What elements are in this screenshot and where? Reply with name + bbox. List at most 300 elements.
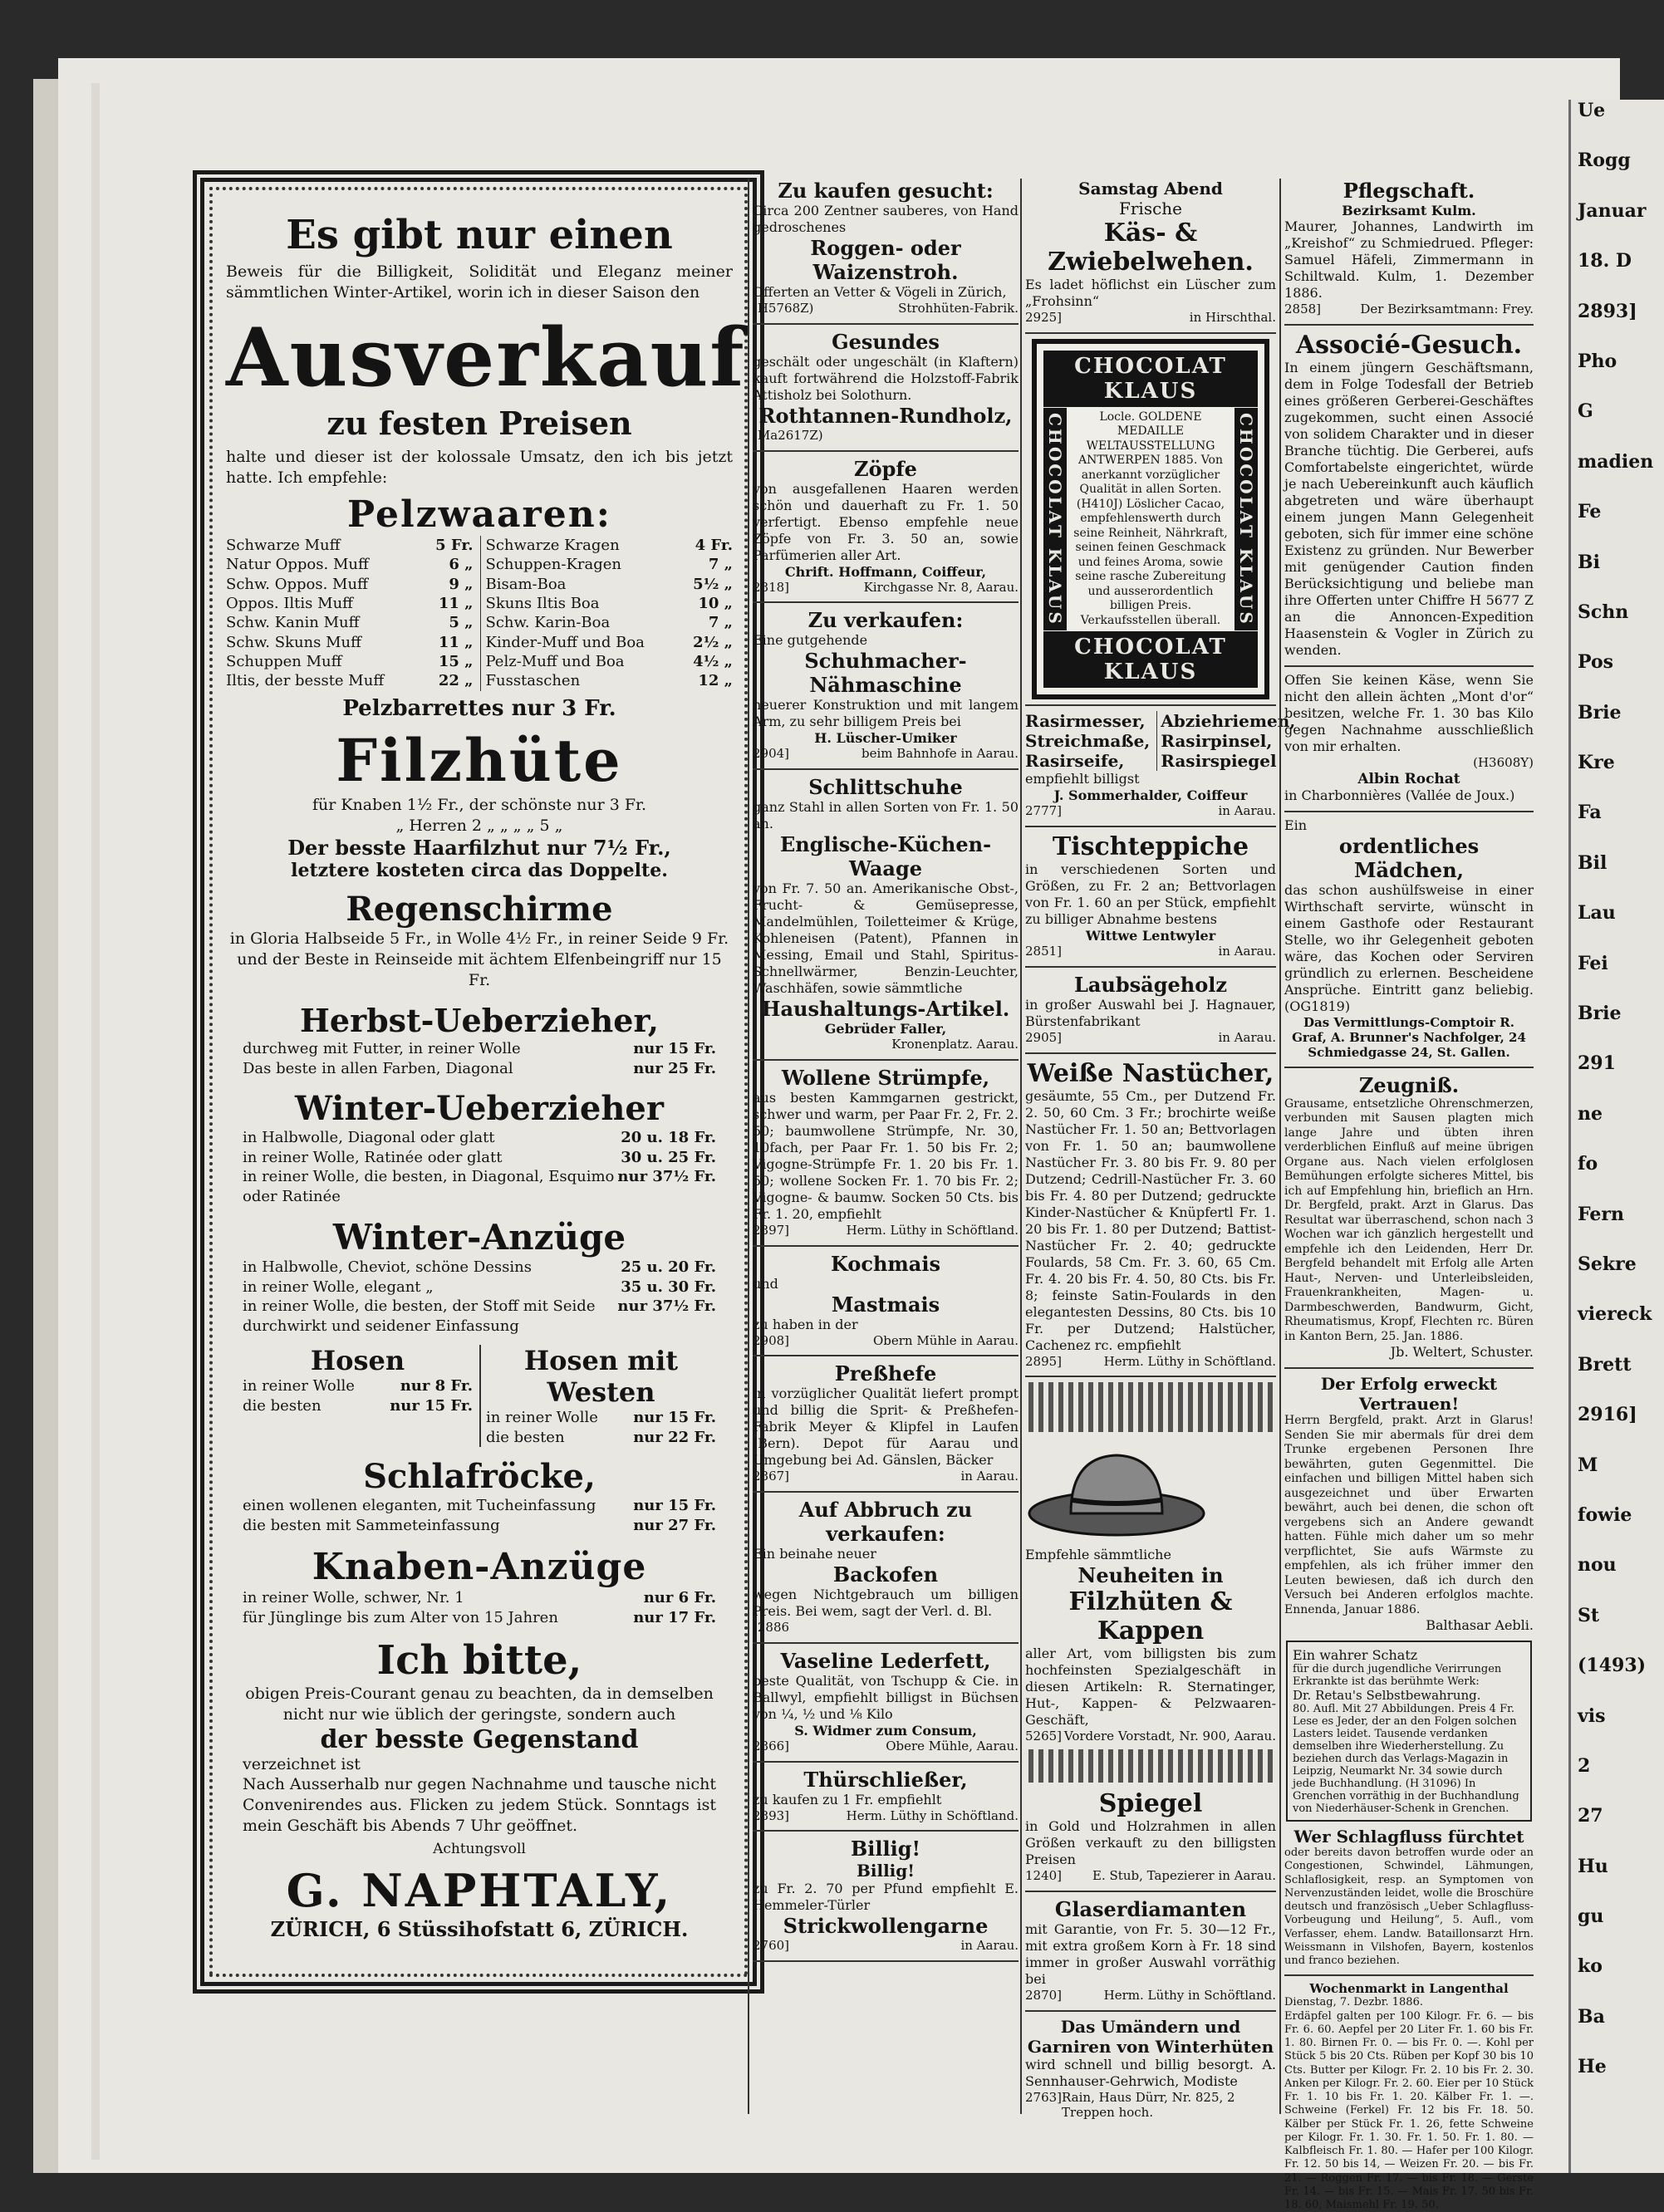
firm-name: G. NAPHTALY, (226, 1864, 733, 1917)
divider (753, 1245, 1019, 1247)
price-value: nur 17 Fr. (633, 1608, 716, 1628)
pelz-title: Pelzwaaren: (226, 493, 733, 536)
schlag-body: oder bereits davon betroffen wurde oder an Congestionen, Schwindel, Lähmungen, Schlaflosigkeit, resp. an Symptomen von Nervenzuständen leidet, wolle die Broschüre deutsch und französisch „Ueber Schlagfluss-Vorbeugung und Heilung“, 5. Aufl., vom Verfasser, ehem. Landw. Bataillonsarzt Hrn. Weissmann in Vilshofen, Bayern, kostenlos und franco beziehen. (1284, 1847, 1534, 1968)
page-fold (91, 83, 100, 2160)
ad-body2: Offerten an Vetter & Vögeli in Zürich, (753, 284, 1019, 301)
ad-wochenmarkt (1284, 1981, 1534, 2212)
chocolat-klaus-ad (1032, 339, 1269, 700)
price-value: nur 15 Fr. (390, 1396, 473, 1416)
classified-ad (753, 775, 1019, 1052)
price-row (243, 1148, 716, 1168)
glaser-title: Glaserdiamanten (1025, 1897, 1276, 1921)
ad-footer (753, 1620, 1019, 1636)
price-row (243, 1128, 716, 1148)
nast-title: Weiße Nastücher, (1025, 1059, 1276, 1088)
adjacent-page-fragment: Fei (1571, 953, 1664, 974)
price-row (486, 633, 734, 652)
adjacent-page-fragment: madien (1571, 451, 1664, 473)
classified-ad (753, 457, 1019, 596)
price-row (243, 1376, 473, 1396)
bitte-text: obigen Preis-Courant genau zu beachten, da in demselben nicht nur wie üblich der geringste, sondern auch (226, 1684, 733, 1724)
samstag-main: Käs- & Zwiebelwehen. (1025, 218, 1276, 277)
divider (753, 1491, 1019, 1493)
price-value: 10 „ (698, 594, 733, 613)
maed-sign: Das Vermittlungs-Comptoir R. Graf, A. Brunner's Nachfolger, 24 Schmiedgasse 24, St. Gallen. (1284, 1015, 1534, 1060)
winterhut-title: Das Umändern und Garniren von Winterhüten (1025, 2017, 1276, 2057)
hosen-col (243, 1345, 473, 1448)
laub-title: Laubsägeholz (1025, 973, 1276, 997)
adjacent-page-fragment: Kre (1571, 752, 1664, 773)
price-row (486, 652, 734, 671)
price-value: nur 8 Fr. (400, 1376, 473, 1396)
ad-body: in vorzüglicher Qualität liefert prompt und billig die Sprit- & Preßhefen-Fabrik Meyer & Klipfel in Laufen (Bern). Depot für Aarau und Umgebung bei Ad. Gänslen, Bäcker (753, 1386, 1019, 1469)
adjacent-page-fragment: Pho (1571, 351, 1664, 372)
samstag-body: Es ladet höflichst ein Lüscher zum „Frohsinn“ (1025, 277, 1276, 310)
adjacent-page-fragment: nou (1571, 1554, 1664, 1576)
adjacent-page-fragment: fowie (1571, 1504, 1664, 1526)
hut-title: Neuheiten in (1025, 1563, 1276, 1587)
price-row (243, 1059, 716, 1079)
ad-title: Zu kaufen gesucht: (753, 179, 1019, 203)
schlaf-price-list (226, 1496, 733, 1536)
ad-sub: Englische-Küchen-Waage (753, 832, 1019, 880)
price-item: in reiner Wolle, die besten, in Diagonal, Esquimo oder Ratinée (243, 1167, 617, 1207)
ad-sub: Strickwollengarne (753, 1914, 1019, 1938)
filz-title: Filzhüte (226, 726, 733, 795)
price-item: Bisam-Boa (486, 575, 567, 594)
ad-tail: Herm. Lüthy in Schöftland. (847, 1808, 1019, 1824)
ad-title: Wollene Strümpfe, (753, 1066, 1019, 1090)
samstag-title: Samstag Abend (1025, 179, 1276, 199)
rasir-code: 2777] (1025, 803, 1062, 819)
teppich-title: Tischteppiche (1025, 832, 1276, 861)
adjacent-page-fragment: 2 (1571, 1755, 1664, 1777)
choc-band-bottom: CHOCOLAT KLAUS (1043, 631, 1258, 688)
price-item: die besten (486, 1428, 565, 1448)
ad-intro2: halte und dieser ist der kolossale Umsatz, den ich bis jetzt hatte. Ich empfehle: (226, 447, 733, 488)
ad-nastuecher (1025, 1059, 1276, 1370)
divider (1284, 1367, 1534, 1369)
ad-sub: Backofen (753, 1562, 1019, 1587)
ad-code: 2908] (753, 1333, 789, 1349)
adjacent-page-fragment: Januar (1571, 200, 1664, 222)
classified-ad (753, 1837, 1019, 1954)
herbst-price-list (226, 1039, 733, 1079)
choc-middle (1043, 407, 1258, 632)
ad-hut (1025, 1382, 1276, 1783)
adjacent-page-fragment: 291 (1571, 1052, 1664, 1074)
ad-tail: beim Bahnhofe in Aarau. (861, 746, 1019, 762)
price-value: 12 „ (698, 671, 733, 690)
ad-footer (753, 1469, 1019, 1484)
ad-code: (Ma2617Z) (753, 428, 823, 444)
gegenstand: der besste Gegenstand (226, 1725, 733, 1754)
ad-schlagfluss (1284, 1827, 1534, 1968)
price-item: Das beste in allen Farben, Diagonal (243, 1059, 513, 1079)
ad-body2: neuerer Konstruktion und mit langem Arm, zu sehr billigem Preis bei (753, 697, 1019, 730)
price-item: Iltis, der besste Muff (226, 671, 384, 690)
price-value: 7 „ (709, 613, 733, 632)
price-row (243, 1278, 716, 1297)
divider (1025, 1052, 1276, 1054)
ad-tail: Strohhüten-Fabrik. (898, 301, 1019, 316)
teppich-code: 2851] (1025, 944, 1062, 959)
price-value: 5 Fr. (435, 536, 473, 555)
pfleg-sign: Der Bezirksamtmann: Frey. (1360, 302, 1534, 317)
herbst-title: Herbst-Ueberzieher, (226, 1002, 733, 1039)
ad-code: 2867] (753, 1469, 789, 1484)
divider (1025, 826, 1276, 827)
price-value: nur 27 Fr. (633, 1516, 716, 1536)
ad-tail: Kronenplatz. Aarau. (891, 1037, 1019, 1052)
price-row (226, 633, 474, 652)
price-value: 5 „ (449, 613, 473, 632)
ad-title: Gesundes (753, 330, 1019, 354)
ad-tail: Herm. Lüthy in Schöftland. (847, 1223, 1019, 1238)
ad-body: Circa 200 Zentner sauberes, von Hand gedroschenes (753, 203, 1019, 236)
ad-body2: wegen Nichtgebrauch um billigen Preis. Bei wem, sagt der Verl. d. Bl. (753, 1587, 1019, 1620)
winterhut-code: 2763] (1025, 2090, 1062, 2121)
ad-footer (753, 301, 1019, 316)
markt-date: Dienstag, 7. Dezbr. 1886. (1284, 1996, 1534, 2009)
spiegel-title: Spiegel (1025, 1789, 1276, 1818)
classified-ad (753, 330, 1019, 444)
erf-sign: Balthasar Aebli. (1284, 1617, 1534, 1634)
adjacent-page-fragment: viereck (1571, 1303, 1664, 1325)
price-item: Schwarze Kragen (486, 536, 620, 555)
ornament-pattern (1028, 1382, 1273, 1432)
price-value: nur 37½ Fr. (617, 1167, 716, 1207)
column-c (1020, 179, 1276, 2114)
divider (1025, 2010, 1276, 2012)
column-d (1279, 179, 1534, 2114)
adjacent-page-fragment: 27 (1571, 1805, 1664, 1827)
price-item: in Halbwolle, Diagonal oder glatt (243, 1128, 495, 1148)
price-value: nur 15 Fr. (633, 1496, 716, 1516)
price-item: in reiner Wolle (486, 1408, 598, 1428)
filz-line1: für Knaben 1½ Fr., der schönste nur 3 Fr. (226, 795, 733, 816)
ad-montdor (1284, 672, 1534, 804)
ad-footer (753, 1223, 1019, 1238)
price-value: 30 u. 25 Fr. (621, 1148, 716, 1168)
adjacent-page-fragment: Fa (1571, 802, 1664, 823)
erf-body: Herrn Bergfeld, prakt. Arzt in Glarus! Senden Sie mir abermals für drei dem Trunke ergebenen Personen Ihre bewährten, guten Gegenmittel. Die einfachen und billigen Mittel haben sich ausgezeichnet und über Erwarten bewährt, auch bei denen, die schon oft vergebens sich an Andere gewandt hatten. Fühle mich daher um so mehr verpflichtet, Sie aufs Wärmste zu empfehlen, als ich früher immer den Leuten bewiesen, daß ich durch den Versuch bei Anderen erfolglos machte. Ennenda, Januar 1886. (1284, 1414, 1534, 1617)
price-value: 6 „ (449, 555, 473, 574)
spiegel-code: 1240] (1025, 1868, 1062, 1884)
price-value: nur 22 Fr. (633, 1428, 716, 1448)
schatz-book: Dr. Retau's Selbstbewahrung. (1293, 1688, 1525, 1703)
teppich-body: in verschiedenen Sorten und Größen, zu Fr. 2 an; Bettvorlagen von Fr. 1. 60 an per Stück, empfiehlt zu billiger Abnahme bestens (1025, 861, 1276, 928)
divider (753, 1830, 1019, 1832)
price-row (486, 575, 734, 594)
ad-schatz (1286, 1641, 1532, 1822)
price-item: Fusstaschen (486, 671, 581, 690)
price-value: 2½ „ (693, 633, 733, 652)
adjacent-page-fragment: Fe (1571, 501, 1664, 522)
price-item: in reiner Wolle (243, 1376, 355, 1396)
ad-body2: von Fr. 7. 50 an. Amerikanische Obst-, Frucht- & Gemüsepresse, Mandelmühlen, Toiletteimer & Krüge, Kohleneisen (Patent), Pfannen in Messing, Email und Stahl, Spiritus-Schnellwärmer, Benzin-Leuchter, Waschhäfen, sowie sämmtliche (753, 880, 1019, 997)
adjacent-page-fragment: Brett (1571, 1354, 1664, 1376)
adjacent-page-fragment: Hu (1571, 1856, 1664, 1877)
ad-title2: Billig! (753, 1861, 1019, 1881)
hosenw-title: Hosen mit Westen (486, 1345, 716, 1408)
ad-tail: Obere Mühle, Aarau. (886, 1739, 1019, 1754)
rasir-left: Rasirmesser, Streichmaße, Rasirseife, (1025, 711, 1150, 771)
price-row (243, 1258, 716, 1278)
hat-illustration (1025, 1440, 1208, 1540)
adjacent-page-fragment: Bil (1571, 852, 1664, 874)
pelz-right-list (480, 536, 734, 691)
price-item: in Halbwolle, Cheviot, schöne Dessins (243, 1258, 532, 1278)
ad-pflegschaft (1284, 179, 1534, 317)
firm-address: ZÜRICH, 6 Stüssihofstatt 6, ZÜRICH. (226, 1917, 733, 1941)
schlag-title: Wer Schlagfluss fürchtet (1284, 1827, 1534, 1847)
anzuege-price-list (226, 1258, 733, 1337)
adjacent-page-fragment: He (1571, 2056, 1664, 2077)
price-row (226, 613, 474, 632)
adjacent-page-fragment: ne (1571, 1103, 1664, 1125)
rasir-cols (1025, 711, 1276, 771)
price-item: Kinder-Muff und Boa (486, 633, 645, 652)
price-item: Schwarze Muff (226, 536, 340, 555)
zeug-sign: Jb. Weltert, Schuster. (1284, 1344, 1534, 1361)
choc-body: Locle. GOLDENE MEDAILLE WELTAUSSTELLUNG ANTWERPEN 1885. Von anerkannt vorzüglicher Qualität in allen Sorten. (H410J) Löslicher Cacao, empfehlenswerth durch seine Reinheit, Nährkraft, seinen feinen Geschmack und feines Aroma, sowie seine rasche Zubereitung und ausserordentlich billigen Preis. Verkaufsstellen überall. (1067, 407, 1235, 632)
schlaf-title: Schlafröcke, (226, 1457, 733, 1496)
price-item: in reiner Wolle, die besten, der Stoff mit Seide durchwirkt und seidener Einfassung (243, 1297, 617, 1337)
ad-title: Ausverkauf (226, 311, 733, 405)
zeug-title: Zeugniß. (1284, 1073, 1534, 1097)
mont-body: Offen Sie keinen Käse, wenn Sie nicht den allein ächten „Mont d'or“ besitzen, welche Fr. 1. 30 bas Kilo gegen Nachnahme ausschließlich von mir erhalten. (1284, 672, 1534, 755)
price-row (486, 671, 734, 690)
ad-body: geschält oder ungeschält (in Klaftern) kauft fortwährend die Holzstoff-Fabrik Attisholz bei Solothurn. (753, 354, 1019, 404)
classified-ad (753, 608, 1019, 762)
ad-code: 2897] (753, 1223, 789, 1238)
mont-tail: in Charbonnières (Vallée de Joux.) (1284, 787, 1534, 804)
regen-title: Regenschirme (226, 890, 733, 929)
price-item: Schuppen-Kragen (486, 555, 622, 574)
price-row (486, 1428, 716, 1448)
price-value: nur 15 Fr. (633, 1408, 716, 1428)
ad-footer (753, 1037, 1019, 1052)
schatz-body: für die durch jugendliche Verirrungen Erkrankte ist das berühmte Werk: (1293, 1663, 1525, 1688)
ad-code: 2760] (753, 1938, 789, 1954)
adjacent-page-fragment: G (1571, 400, 1664, 422)
hut-tail: Vordere Vorstadt, Nr. 900, Aarau. (1064, 1729, 1276, 1744)
ad-title: Zu verkaufen: (753, 608, 1019, 632)
ad-sub: Mastmais (753, 1292, 1019, 1317)
ad-tail: Obern Mühle in Aarau. (873, 1333, 1019, 1349)
price-row (243, 1297, 716, 1337)
laub-body: in großer Auswahl bei J. Hagnauer, Bürstenfabrikant (1025, 997, 1276, 1030)
markt-title: Wochenmarkt in Langenthal (1284, 1981, 1534, 1996)
ad-rasir (1025, 711, 1276, 819)
price-value: 15 „ (439, 652, 474, 671)
assoc-title: Associé-Gesuch. (1284, 331, 1534, 360)
price-row (226, 555, 474, 574)
ad-tail: in Aarau. (960, 1469, 1019, 1484)
classified-ad (753, 1498, 1019, 1636)
ad-footer (753, 428, 1019, 444)
adjacent-page-fragment: Fern (1571, 1204, 1664, 1225)
price-value: 11 „ (439, 633, 474, 652)
adjacent-page-fragment: Schn (1571, 601, 1664, 623)
adjacent-page-fragment: 2893] (1571, 301, 1664, 322)
laub-tail: in Aarau. (1218, 1030, 1276, 1046)
divider (753, 1059, 1019, 1061)
adjacent-page-fragment: gu (1571, 1905, 1664, 1927)
adjacent-page-fragment: 2916] (1571, 1404, 1664, 1425)
divider (753, 1761, 1019, 1763)
ad-body: beste Qualität, von Tschupp & Cie. in Ballwyl, empfiehlt billigst in Büchsen von ¼, ½ und ⅛ Kilo (753, 1673, 1019, 1723)
price-item: in reiner Wolle, elegant „ (243, 1278, 434, 1297)
ad-body: und (753, 1276, 1019, 1292)
price-row (243, 1588, 716, 1608)
divider (1025, 332, 1276, 334)
glaser-tail: Herm. Lüthy in Schöftland. (1104, 1988, 1276, 2004)
ad-title: Schlittschuhe (753, 775, 1019, 799)
ad-winterhut (1025, 2017, 1276, 2121)
ad-title: Thürschließer, (753, 1768, 1019, 1792)
winterhut-tail: Rain, Haus Dürr, Nr. 825, 2 Treppen hoch. (1062, 2090, 1276, 2121)
price-item: durchweg mit Futter, in reiner Wolle (243, 1039, 521, 1059)
ad-title: Preßhefe (753, 1361, 1019, 1386)
ad-sign: Chrift. Hoffmann, Coiffeur, (753, 564, 1019, 580)
ad-body2: zu haben in der (753, 1317, 1019, 1333)
divider (1025, 1891, 1276, 1892)
divider (753, 768, 1019, 770)
verzeichnet: verzeichnet ist (226, 1754, 733, 1775)
ad-intro: Beweis für die Billigkeit, Solidität und Eleganz meiner sämmtlichen Winter-Artikel, worin ich in dieser Saison den (226, 262, 733, 302)
adjacent-page-strip (1568, 100, 1664, 2173)
price-item: die besten mit Sammeteinfassung (243, 1516, 500, 1536)
ad-sign: S. Widmer zum Consum, (753, 1723, 1019, 1739)
price-value: 5½ „ (693, 575, 733, 594)
ad-body: zu kaufen zu 1 Fr. empfiehlt (753, 1792, 1019, 1808)
price-row (243, 1608, 716, 1628)
price-row (243, 1396, 473, 1416)
ad-title: Auf Abbruch zu verkaufen: (753, 1498, 1019, 1546)
naphtaly-ad (226, 179, 733, 1973)
ad-code: 2866] (753, 1739, 789, 1754)
price-item: Oppos. Iltis Muff (226, 594, 353, 613)
ad-body: von ausgefallenen Haaren werden schön und dauerhaft zu Fr. 1. 50 verfertigt. Ebenso empfehle neue Zöpfe von Fr. 3. 50 an, sowie Parfümerien aller Art. (753, 481, 1019, 564)
divider (753, 1355, 1019, 1356)
rasir-sign: J. Sommerhalder, Coiffeur (1025, 787, 1276, 803)
price-row (486, 613, 734, 632)
nast-code: 2895] (1025, 1354, 1062, 1370)
filz-line2: „ Herren 2 „ „ „ „ 5 „ (226, 816, 733, 836)
anzuege-title: Winter-Anzüge (226, 1217, 733, 1258)
assoc-body: In einem jüngern Geschäftsmann, dem in Folge Todesfall der Betrieb eines größeren Gerberei-Geschäftes zugekommen, sucht einen Associé von solidem Charakter und in dieser Branche tüchtig. Die Gerberei, aufs Comfortabelste eingerichtet, würde je nach Uebereinkunft auch käuflich abgetreten und wäre überhaupt einem jungen Mann Gelegenheit geboten, sich für immer eine schöne Existenz zu gründen. Nur Bewerber mit genügender Caution finden Berücksichtigung und beliebe man ihre Offerten unter Chiffre H 5677 Z an die Annoncen-Expedition Haasenstein & Vogler in Zürich zu wenden. (1284, 360, 1534, 659)
adjacent-page-fragment: ko (1571, 1955, 1664, 1977)
classified-ad (753, 1252, 1019, 1349)
price-row (226, 594, 474, 613)
adjacent-page-fragment: Brie (1571, 702, 1664, 723)
schatz-body2: 80. Aufl. Mit 27 Abbildungen. Preis 4 Fr. Lese es Jeder, der an den Folgen solchen Lasters leidet. Tausende verdanken demselben ihre Wiederherstellung. Zu beziehen durch das Verlags-Magazin in Leipzig, Neumarkt Nr. 34 sowie durch jede Buchhandlung. (H 31096) In Grenchen vorräthig in der Buchhandlung von Niederhäuser-Schenk in Grenchen. (1293, 1703, 1525, 1815)
choc-vert-left: CHOCOLAT KLAUS (1043, 408, 1067, 631)
price-item: einen wollenen eleganten, mit Tucheinfassung (243, 1496, 596, 1516)
adjacent-page-fragment: fo (1571, 1153, 1664, 1175)
price-value: 20 u. 18 Fr. (621, 1128, 716, 1148)
ad-maedchen (1284, 817, 1534, 1060)
hut-body: aller Art, vom billigsten bis zum hochfeinsten Spezialgeschäft in diesen Artikeln: R. Sternatinger, Hut-, Kappen- & Pelzwaaren-Geschäft, (1025, 1646, 1276, 1729)
pfleg-sub: Bezirksamt Kulm. (1284, 203, 1534, 218)
price-row (243, 1039, 716, 1059)
ad-glaser (1025, 1897, 1276, 2004)
spiegel-body: in Gold und Holzrahmen in allen Größen verkauft zu den billigsten Preisen (1025, 1818, 1276, 1868)
pfleg-code: 2858] (1284, 302, 1321, 317)
divider (753, 323, 1019, 325)
adjacent-page-fragment: Pos (1571, 651, 1664, 673)
ad-subtitle: zu festen Preisen (226, 405, 733, 442)
price-row (243, 1496, 716, 1516)
price-value: 22 „ (439, 671, 474, 690)
regen-text: in Gloria Halbseide 5 Fr., in Wolle 4½ Fr., in reiner Seide 9 Fr. und der Beste in Reinseide mit ächtem Elfenbeingriff nur 15 Fr. (226, 929, 733, 990)
ad-code: 2893] (753, 1808, 789, 1824)
divider (1025, 966, 1276, 968)
achtung: Achtungsvoll (226, 1841, 733, 1859)
maed-body: das schon aushülfsweise in einer Wirthschaft servirte, wünscht in einem Gasthofe oder Restaurant Stelle, wo ihr Gelegenheit geboten wäre, das Kochen oder Serviren gründlich zu erlernen. Bescheidene Ansprüche. Eintritt ganz beliebig. (OG1819) (1284, 882, 1534, 1015)
price-row (226, 536, 474, 555)
ad-tail: in Aarau. (960, 1938, 1019, 1954)
divider (1284, 665, 1534, 667)
rasir-tail: in Aarau. (1218, 803, 1276, 819)
adjacent-page-fragment: Rogg (1571, 150, 1664, 171)
ad-title: Kochmais (753, 1252, 1019, 1276)
winter-price-list (226, 1128, 733, 1207)
divider (1284, 1974, 1534, 1976)
adjacent-page-fragment: Sekre (1571, 1253, 1664, 1275)
divider (753, 450, 1019, 452)
mont-code: (H3608Y) (1473, 755, 1534, 771)
nast-tail: Herm. Lüthy in Schöftland. (1104, 1354, 1276, 1370)
price-value: 4 Fr. (695, 536, 733, 555)
ad-erfolg (1284, 1374, 1534, 1634)
glaser-code: 2870] (1025, 1988, 1062, 2004)
ad-body: ganz Stahl in allen Sorten von Fr. 1. 50 an. (753, 799, 1019, 832)
ad-footer (753, 1739, 1019, 1754)
ad-title: Zöpfe (753, 457, 1019, 481)
nast-body: gesäumte, 55 Cm., per Dutzend Fr. 2. 50, 60 Cm. 3 Fr.; brochirte weiße Nastücher Fr. 1. 50 an; Bettvorlagen von Fr. 1. 50 an; baumwollene Nastücher Fr. 3. 80 bis Fr. 9. 80 per Dutzend; Cedrill-Nastücher Fr. 3. 60 bis Fr. 4. 80 per Dutzend; gedruckte Kinder-Nastücher & Knüpfertl Fr. 1. 20 bis Fr. 1. 80 per Dutzend; Battist-Nastücher Fr. 2. 40; gedruckte Foulards, 58 Cm. Fr. 3. 60, 65 Cm. Fr. 4. 20 bis Fr. 4. 50, 80 Cts. bis Fr. 8; feinste Satin-Foulards in den elegantesten Dessins, 80 Cts. bis 10 Fr. per Dutzend; Halstücher, Cachenez rc. empfiehlt (1025, 1088, 1276, 1354)
adjacent-page-fragment: Ba (1571, 2006, 1664, 2028)
ad-sub: Schuhmacher-Nähmaschine (753, 649, 1019, 697)
divider (753, 1960, 1019, 1962)
price-item: für Jünglinge bis zum Alter von 15 Jahren (243, 1608, 558, 1628)
price-row (486, 594, 734, 613)
classified-ad (753, 1066, 1019, 1238)
teppich-tail: in Aarau. (1218, 944, 1276, 959)
samstag-sub: Frische (1025, 199, 1276, 218)
price-value: 25 u. 20 Fr. (621, 1258, 716, 1278)
winter-title: Winter-Ueberzieher (226, 1089, 733, 1128)
ad-laub (1025, 973, 1276, 1046)
mont-sign: Albin Rochat (1284, 771, 1534, 787)
ad-headline: Es gibt nur einen (226, 212, 733, 258)
hosen-price-list (243, 1376, 473, 1416)
maed-intro: Ein (1284, 817, 1534, 834)
hosenw-price-list (486, 1408, 716, 1448)
price-row (486, 1408, 716, 1428)
ad-zeugnis (1284, 1073, 1534, 1361)
ad-title: Vaseline Lederfett, (753, 1649, 1019, 1673)
ad-tail: Kirchgasse Nr. 8, Aarau. (864, 580, 1019, 596)
pelz-price-list (226, 536, 733, 691)
divider (1284, 1067, 1534, 1068)
samstag-code: 2925] (1025, 310, 1062, 326)
ad-sign: H. Lüscher-Umiker (753, 730, 1019, 746)
price-value: 7 „ (709, 555, 733, 574)
adjacent-page-fragment: Ue (1571, 100, 1664, 121)
